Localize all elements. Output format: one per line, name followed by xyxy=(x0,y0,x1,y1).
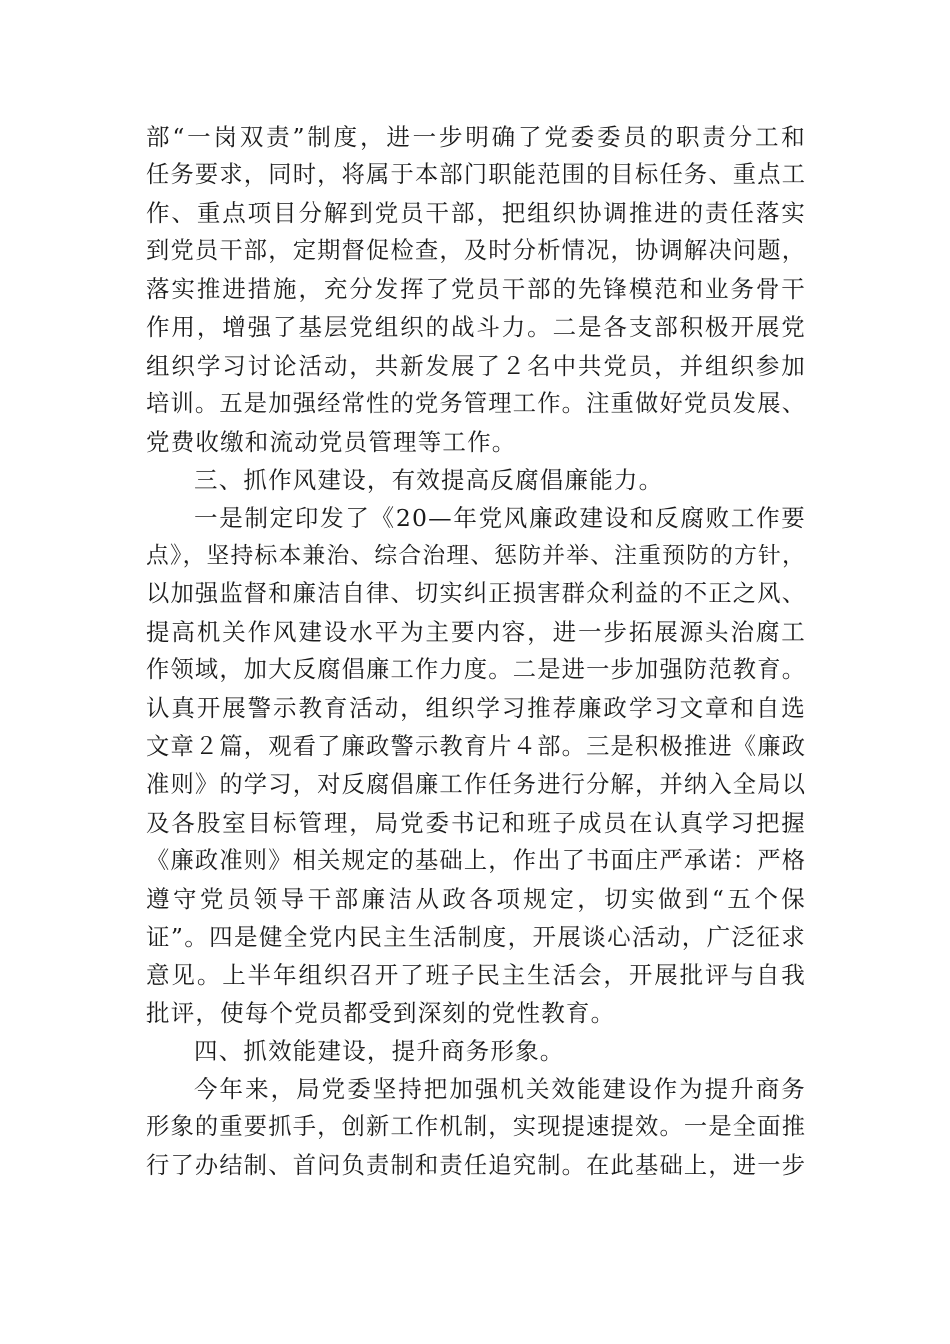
text-line: 文章２篇，观看了廉政警示教育片４部。三是积极推进《廉政 xyxy=(146,732,807,760)
text-line: 培训。五是加强经常性的党务管理工作。注重做好党员发展、 xyxy=(146,389,807,417)
text-line: 作、重点项目分解到党员干部，把组织协调推进的责任落实 xyxy=(146,199,806,228)
text-line: 组织学习讨论活动，共新发展了２名中共党员，并组织参加 xyxy=(146,351,806,380)
text-line: 落实推进措施，充分发挥了党员干部的先锋模范和业务骨干 xyxy=(146,275,806,304)
text-line: 部“一岗双责”制度，进一步明确了党委委员的职责分工和 xyxy=(146,123,806,151)
text-line: 作领域，加大反腐倡廉工作力度。二是进一步加强防范教育。 xyxy=(146,656,807,684)
text-line: 意见。上半年组织召开了班子民主生活会，开展批评与自我 xyxy=(146,961,806,990)
text-line: 党费收缴和流动党员管理等工作。 xyxy=(146,427,517,456)
text-line: 《廉政准则》相关规定的基础上，作出了书面庄严承诺：严格 xyxy=(146,846,807,874)
text-line: 点》，坚持标本兼治、综合治理、惩防并举、注重预防的方针， xyxy=(146,543,806,570)
text-line: 批评，使每个党员都受到深刻的党性教育。 xyxy=(146,999,616,1028)
text-line: 四、抓效能建设，提升商务形象。 xyxy=(194,1037,565,1066)
text-line: 提高机关作风建设水平为主要内容，进一步拓展源头治腐工 xyxy=(146,618,806,647)
text-line: 遵守党员领导干部廉洁从政各项规定，切实做到“五个保 xyxy=(146,884,806,913)
text-line: 准则》的学习，对反腐倡廉工作任务进行分解，并纳入全局以 xyxy=(146,770,807,798)
text-line: 三、抓作风建设，有效提高反腐倡廉能力。 xyxy=(194,465,664,494)
text-line: 一是制定印发了《20—年党风廉政建设和反腐败工作要 xyxy=(194,503,806,532)
text-line: 认真开展警示教育活动，组织学习推荐廉政学习文章和自选 xyxy=(146,694,806,723)
text-line: 作用，增强了基层党组织的战斗力。二是各支部积极开展党 xyxy=(146,313,806,342)
text-line: 证”。四是健全党内民主生活制度，开展谈心活动，广泛征求 xyxy=(146,922,806,951)
text-line: 及各股室目标管理，局党委书记和班子成员在认真学习把握 xyxy=(146,808,806,837)
text-line: 形象的重要抓手，创新工作机制，实现提速提效。一是全面推 xyxy=(146,1113,807,1141)
text-line: 行了办结制、首问负责制和责任追究制。在此基础上，进一步 xyxy=(146,1151,807,1179)
document-body xyxy=(146,118,806,1185)
text-line: 以加强监督和廉洁自律、切实纠正损害群众利益的不正之风、 xyxy=(146,580,807,608)
text-line: 任务要求，同时，将属于本部门职能范围的目标任务、重点工 xyxy=(146,161,807,189)
text-line: 今年来，局党委坚持把加强机关效能建设作为提升商务 xyxy=(194,1075,806,1104)
text-line: 到党员干部，定期督促检查，及时分析情况，协调解决问题， xyxy=(146,237,807,265)
